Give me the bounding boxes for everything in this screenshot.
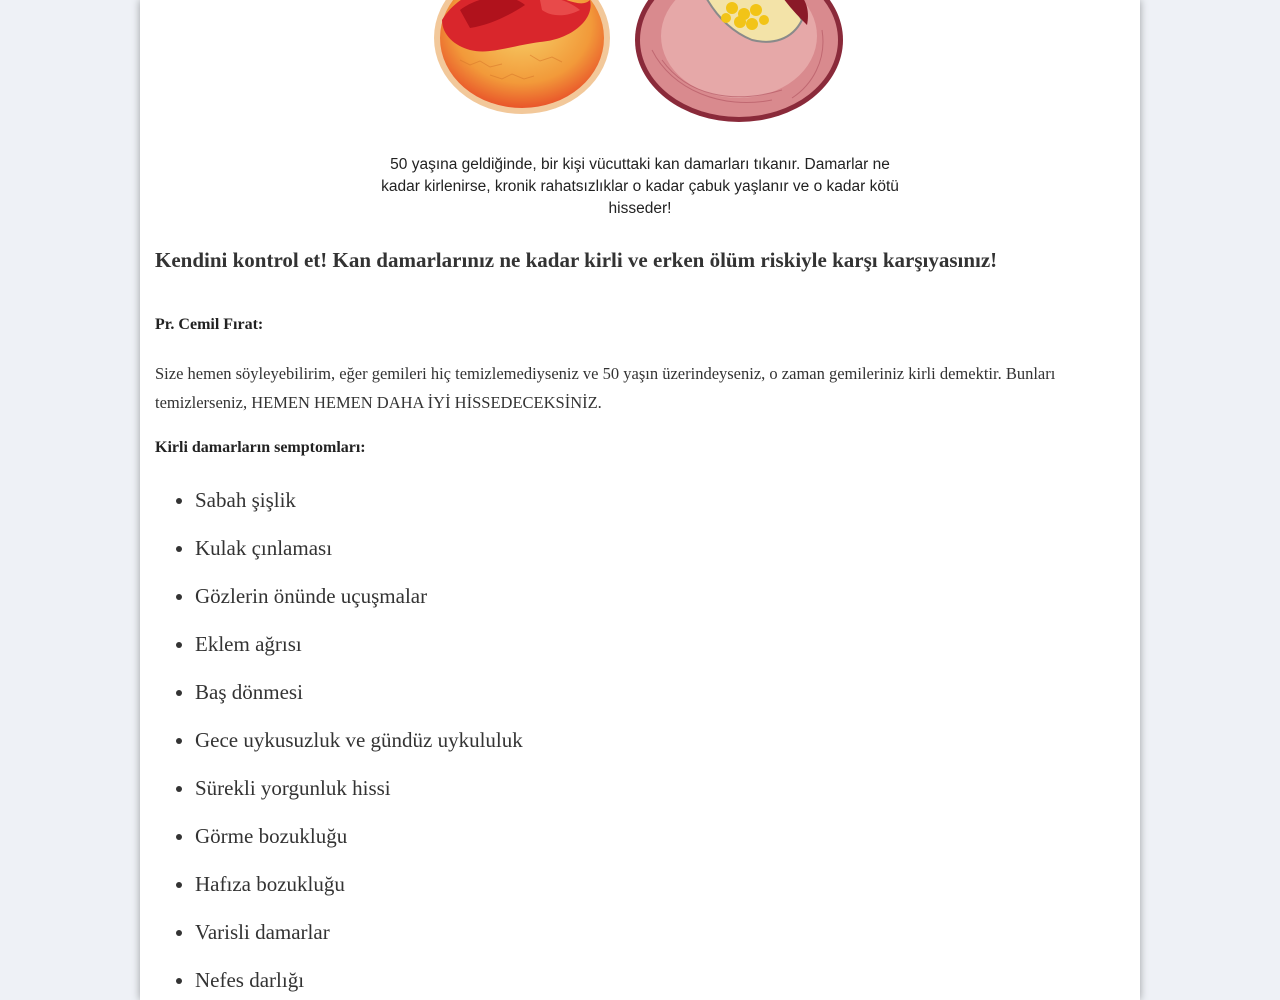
list-item: • Gece uykusuzluk ve gündüz uykululuk — [195, 716, 523, 764]
clogged-artery-illustration — [430, 0, 615, 115]
list-item: • Sürekli yorgunluk hissi — [195, 764, 523, 812]
symptoms-heading: Kirli damarların semptomları: — [155, 439, 366, 456]
figure-caption: 50 yaşına geldiğinde, bir kişi vücuttaki kan damarları tıkanır. Damarlar ne kadar kirlenirse, kronik rahatsızlıklar o kadar çabuk yaşlanır ve o kadar kötü hisseder! — [381, 156, 899, 217]
intro-paragraph: Size hemen söyleyebilirim, eğer gemileri hiç temizlemediyseniz ve 50 yaşın üzerindeyseniz, o zaman gemileriniz kirli demektir. Bunları temizlerseniz, HEMEN HEMEN DAHA İYİ HİSSEDECEKSİNİZ. — [155, 364, 1056, 412]
list-item: • Gözlerin önünde uçuşmalar — [195, 572, 523, 620]
plaque-artery-cross-section-illustration — [632, 0, 847, 125]
article-headline: Kendini kontrol et! Kan damarlarınız ne kadar kirli ve erken ölüm riskiyle karşı karşıyasınız! — [155, 248, 998, 272]
list-item: • Görme bozukluğu — [195, 812, 523, 860]
article-page — [140, 0, 1140, 1000]
artery-illustrations — [140, 0, 1140, 130]
list-item: • Eklem ağrısı — [195, 620, 523, 668]
symptoms-list — [155, 476, 523, 1000]
list-item: • Nefes darlığı — [195, 956, 523, 1000]
list-item: • Sabah şişlik — [195, 476, 523, 524]
author-name: Pr. Cemil Fırat: — [155, 316, 264, 333]
list-item: • Hafıza bozukluğu — [195, 860, 523, 908]
list-item: • Baş dönmesi — [195, 668, 523, 716]
list-item: • Varisli damarlar — [195, 908, 523, 956]
list-item: • Kulak çınlaması — [195, 524, 523, 572]
